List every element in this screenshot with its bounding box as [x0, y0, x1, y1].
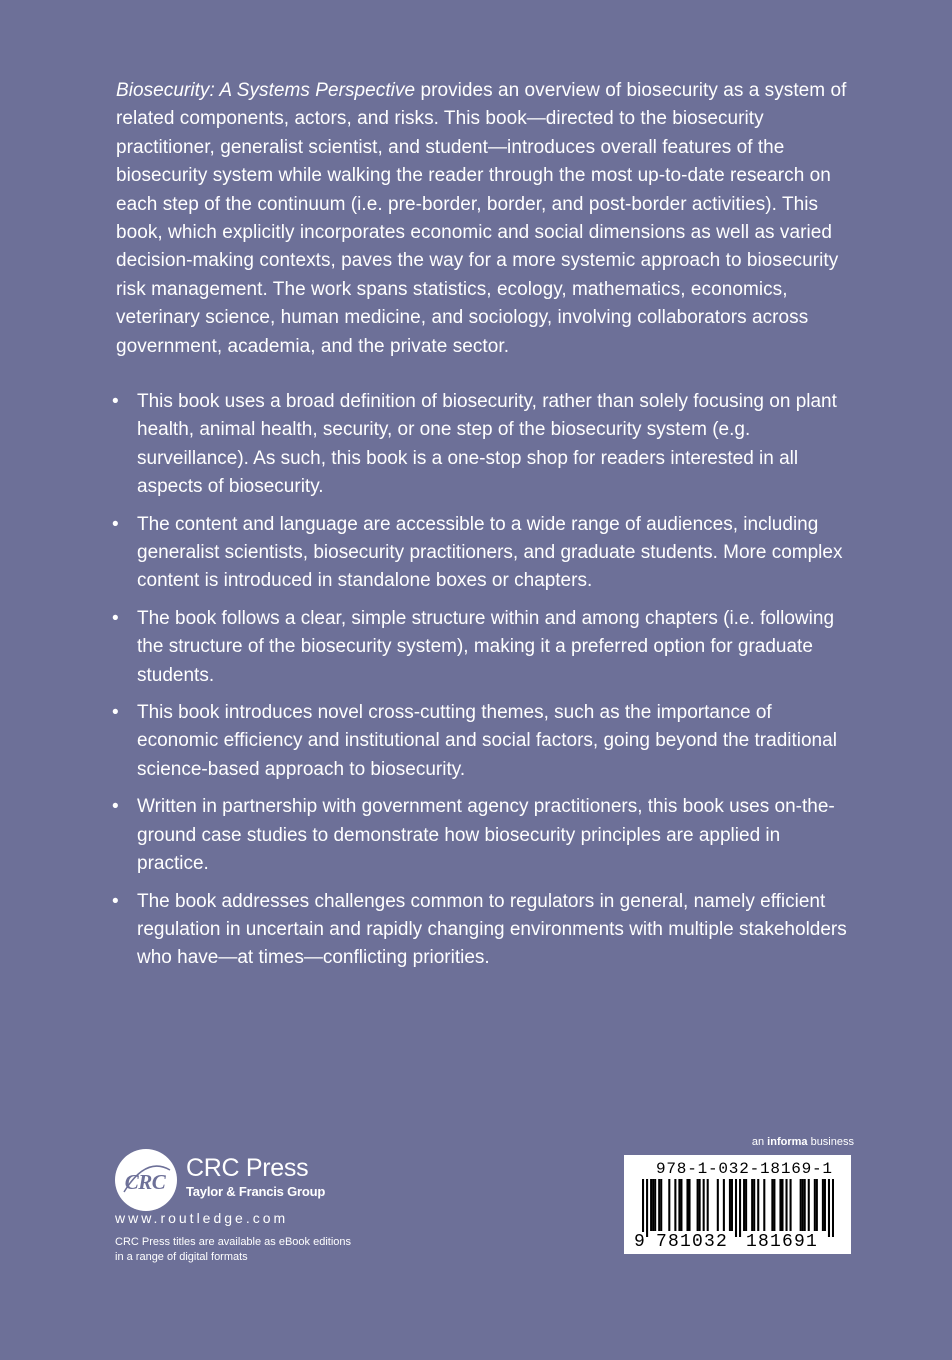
ebook-note-line-1: CRC Press titles are available as eBook editions: [115, 1236, 352, 1248]
barcode-bars: [642, 1179, 834, 1237]
barcode-bar: [814, 1179, 816, 1231]
barcode-bar: [785, 1179, 787, 1231]
barcode-bar: [751, 1179, 753, 1231]
barcode-bar: [668, 1179, 670, 1231]
list-item-text: Written in partnership with government agency practitioners, this book uses on-the-ground case studies to demonstrate how biosecurity principles are applied in practice.: [137, 796, 835, 875]
informa-suffix: business: [807, 1136, 854, 1148]
list-item-text: The content and language are accessible to a wide range of audiences, including generalist scientists, biosecurity practitioners, and graduate students. More complex content is introduced in standalone boxes or chapters.: [137, 513, 843, 592]
list-item-text: This book uses a broad definition of biosecurity, rather than solely focusing on plant health, animal health, security, or one step of the biosecurity system (e.g. surveillance). As such, this book is a one-stop shop for readers interested in all aspects of biosecurity.: [137, 391, 837, 498]
bullet-glyph: •: [112, 391, 119, 412]
barcode-bar: [729, 1179, 731, 1231]
intro-paragraph: [116, 77, 854, 361]
barcode-bar: [763, 1179, 765, 1231]
list-item: [112, 793, 854, 878]
barcode-bar: [735, 1179, 737, 1237]
barcode-bar: [828, 1179, 830, 1237]
barcode-bar: [699, 1179, 701, 1231]
barcode-left-digits: 781032: [656, 1232, 729, 1252]
barcode-bar: [802, 1179, 804, 1231]
bullet-glyph: •: [112, 513, 119, 535]
publisher-block: [114, 1144, 444, 1274]
barcode-bar: [808, 1179, 810, 1231]
barcode-lead-digit: 9: [634, 1232, 647, 1252]
crc-press-logo: [114, 1148, 178, 1212]
barcode-bar: [646, 1179, 648, 1237]
barcode-bar: [723, 1179, 725, 1231]
barcode-bar: [745, 1179, 747, 1231]
barcode-bar: [773, 1179, 775, 1231]
publisher-website: www.routledge.com: [115, 1210, 289, 1226]
informa-prefix: an: [751, 1136, 768, 1148]
book-title: Biosecurity: A Systems Perspective: [116, 80, 416, 101]
barcode-bar: [743, 1179, 745, 1231]
barcode-right-digits: 181691: [746, 1232, 819, 1252]
barcode-bar: [771, 1179, 773, 1231]
barcode-bar: [832, 1179, 834, 1237]
barcode-bar: [804, 1179, 806, 1231]
list-item-text: The book follows a clear, simple structure within and among chapters (i.e. following the structure of the biosecurity system), making it a preferred option for graduate students.: [137, 607, 835, 686]
barcode-bar: [822, 1179, 824, 1231]
ebook-note: [115, 1235, 375, 1265]
barcode-bar: [660, 1179, 662, 1231]
list-item: [112, 388, 854, 502]
list-item: [112, 511, 854, 596]
barcode-bar: [678, 1179, 680, 1231]
barcode-bar: [800, 1179, 802, 1231]
barcode-bar: [658, 1179, 660, 1231]
publisher-name: CRC Press: [186, 1154, 309, 1182]
list-item: [112, 605, 854, 690]
barcode-bar: [779, 1179, 781, 1231]
barcode-bar: [703, 1179, 705, 1231]
barcode-bar: [824, 1179, 826, 1231]
ebook-note-line-2: in a range of digital formats: [115, 1251, 248, 1263]
barcode-bar: [674, 1179, 676, 1231]
bullet-glyph: •: [112, 702, 119, 724]
informa-tagline: [752, 1135, 854, 1149]
barcode-bar: [739, 1179, 741, 1237]
isbn-barcode: [624, 1155, 851, 1254]
bullet-glyph: •: [112, 890, 119, 912]
barcode-bar: [757, 1179, 759, 1231]
isbn-text: 978-1-032-18169-1: [656, 1160, 833, 1178]
barcode-bar: [731, 1179, 733, 1231]
list-item-text: This book introduces novel cross-cutting themes, such as the importance of economic efficiency and institutional and social factors, going beyond the traditional science-based approach to biosecurity.: [137, 702, 837, 780]
barcode-bar: [707, 1179, 709, 1231]
barcode-bar: [790, 1179, 792, 1231]
barcode-bar: [652, 1179, 654, 1231]
barcode-bar: [816, 1179, 818, 1231]
bullet-glyph: •: [112, 607, 119, 629]
barcode-bar: [686, 1179, 688, 1231]
list-item: [112, 699, 854, 784]
barcode-bar: [680, 1179, 682, 1231]
barcode-bar: [753, 1179, 755, 1231]
informa-brand: informa: [767, 1136, 808, 1148]
intro-body: provides an overview of biosecurity as a system of related components, actors, and risks. This book—directed to the biosecurity practitioner, generalist scientist, and student—introduces overall features of the biosecurity system while walking the reader through the most up-to-date research on each step of the continuum (i.e. pre-border, border, and post-border activities). This book, which explicitly incorporates economic and social dimensions as well as varied decision-making contexts, paves the way for a more systemic approach to biosecurity risk management. The work spans statistics, ecology, mathematics, economics, veterinary science, human medicine, and sociology, involving collaborators across government, academia, and the private sector.: [116, 80, 847, 357]
feature-list: [112, 388, 854, 982]
barcode-bar: [650, 1179, 652, 1231]
barcode-bar: [697, 1179, 699, 1231]
list-item: [112, 888, 854, 973]
list-item-text: The book addresses challenges common to regulators in general, namely efficient regulation in uncertain and rapidly changing environments with multiple stakeholders who have—at times—conflicting priorities.: [137, 890, 847, 969]
barcode-bar: [654, 1179, 656, 1231]
barcode-bar: [688, 1179, 690, 1231]
barcode-digits: [634, 1232, 842, 1252]
publisher-group: Taylor & Francis Group: [186, 1184, 326, 1199]
barcode-bar: [717, 1179, 719, 1231]
barcode-bar: [642, 1179, 644, 1237]
bullet-glyph: •: [112, 796, 119, 818]
crc-logo-text: CRC: [124, 1170, 166, 1194]
barcode-bar: [781, 1179, 783, 1231]
